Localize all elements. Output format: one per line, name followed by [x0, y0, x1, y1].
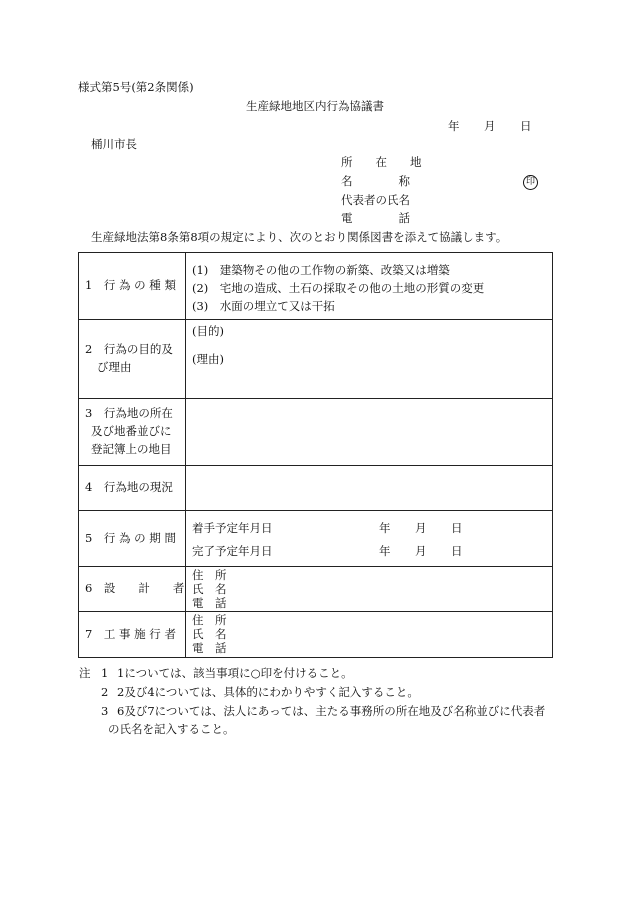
location-value-cell[interactable]	[186, 399, 553, 466]
type-value-cell[interactable]	[186, 253, 553, 320]
purpose-sub-label: (目的)	[192, 324, 224, 338]
date-day: 日	[520, 119, 532, 133]
designer-value-cell[interactable]	[186, 567, 553, 612]
document-title: 生産緑地地区内行為協議書	[246, 99, 384, 113]
status-value-cell[interactable]	[186, 466, 553, 511]
row-designer	[79, 567, 553, 612]
applicant-representative-label: 代表者の氏名	[341, 193, 410, 207]
row-type	[79, 253, 553, 320]
status-label: 4 行為地の現況	[79, 466, 186, 511]
row-purpose	[79, 320, 553, 399]
note-3-text: 6及び7については、法人にあっては、主たる事務所の所在地及び名称並びに代表者	[117, 704, 546, 718]
purpose-label-line1: 2 行為の目的及	[85, 342, 173, 357]
designer-label: 6 設 計 者	[79, 567, 186, 612]
form-number: 様式第5号(第2条関係)	[78, 80, 194, 94]
period-start-month: 月	[415, 521, 427, 535]
type-option-2: (2) 宅地の造成、土石の採取その他の土地の形質の変更	[192, 281, 485, 295]
period-end-month: 月	[415, 544, 427, 558]
row-contractor	[79, 612, 553, 658]
note-2-number: 2	[101, 685, 109, 699]
period-end-label: 完了予定年月日	[192, 544, 273, 558]
period-end-year: 年	[379, 544, 391, 558]
reason-sub-label: (理由)	[192, 352, 224, 366]
location-label-line1: 3 行為地の所在	[85, 406, 173, 421]
note-2-text: 2及び4については、具体的にわかりやすく記入すること。	[117, 685, 419, 699]
seal-mark: 印	[523, 175, 538, 190]
contractor-name-label: 氏 名	[192, 627, 227, 641]
type-label: 1 行 為 の 種 類	[79, 253, 186, 320]
type-option-3: (3) 水面の埋立て又は干拓	[192, 299, 335, 313]
period-end-day: 日	[451, 544, 463, 558]
period-start-day: 日	[451, 521, 463, 535]
note-1-number: 1	[101, 666, 109, 680]
note-3-number: 3	[101, 704, 109, 718]
contractor-phone-label: 電 話	[192, 641, 227, 655]
notes-prefix: 注	[79, 666, 91, 680]
designer-name-label: 氏 名	[192, 582, 227, 596]
location-label	[79, 399, 186, 466]
applicant-phone-label: 電 話	[341, 211, 410, 225]
row-period	[79, 511, 553, 567]
period-label: 5 行 為 の 期 間	[79, 511, 186, 567]
purpose-value-cell[interactable]	[186, 320, 553, 399]
contractor-label: 7 工 事 施 行 者	[79, 612, 186, 658]
addressee: 桶川市長	[91, 137, 137, 151]
note-1-text: 1については、該当事項に○印を付けること。	[117, 666, 353, 680]
date-month: 月	[484, 119, 496, 133]
designer-phone-label: 電 話	[192, 596, 227, 610]
intro-text: 生産緑地法第8条第8項の規定により、次のとおり関係図書を添えて協議します。	[91, 230, 508, 244]
type-option-1: (1) 建築物その他の工作物の新築、改築又は増築	[192, 263, 450, 277]
application-table	[78, 252, 553, 658]
purpose-label-line2: び理由	[97, 360, 132, 374]
contractor-address-label: 住 所	[192, 613, 227, 627]
period-start-year: 年	[379, 521, 391, 535]
date-year: 年	[448, 119, 460, 133]
contractor-value-cell[interactable]	[186, 612, 553, 658]
period-start-label: 着手予定年月日	[192, 521, 273, 535]
location-label-line2: 及び地番並びに	[91, 424, 172, 439]
designer-address-label: 住 所	[192, 568, 227, 582]
purpose-label	[79, 320, 186, 399]
location-label-line3: 登記簿上の地目	[91, 441, 172, 456]
row-status	[79, 466, 553, 511]
note-3-continuation: の氏名を記入すること。	[108, 722, 235, 736]
applicant-address-label: 所 在 地	[341, 155, 422, 169]
period-value-cell[interactable]	[186, 511, 553, 567]
row-location	[79, 399, 553, 466]
applicant-name-label: 名 称	[341, 174, 410, 188]
